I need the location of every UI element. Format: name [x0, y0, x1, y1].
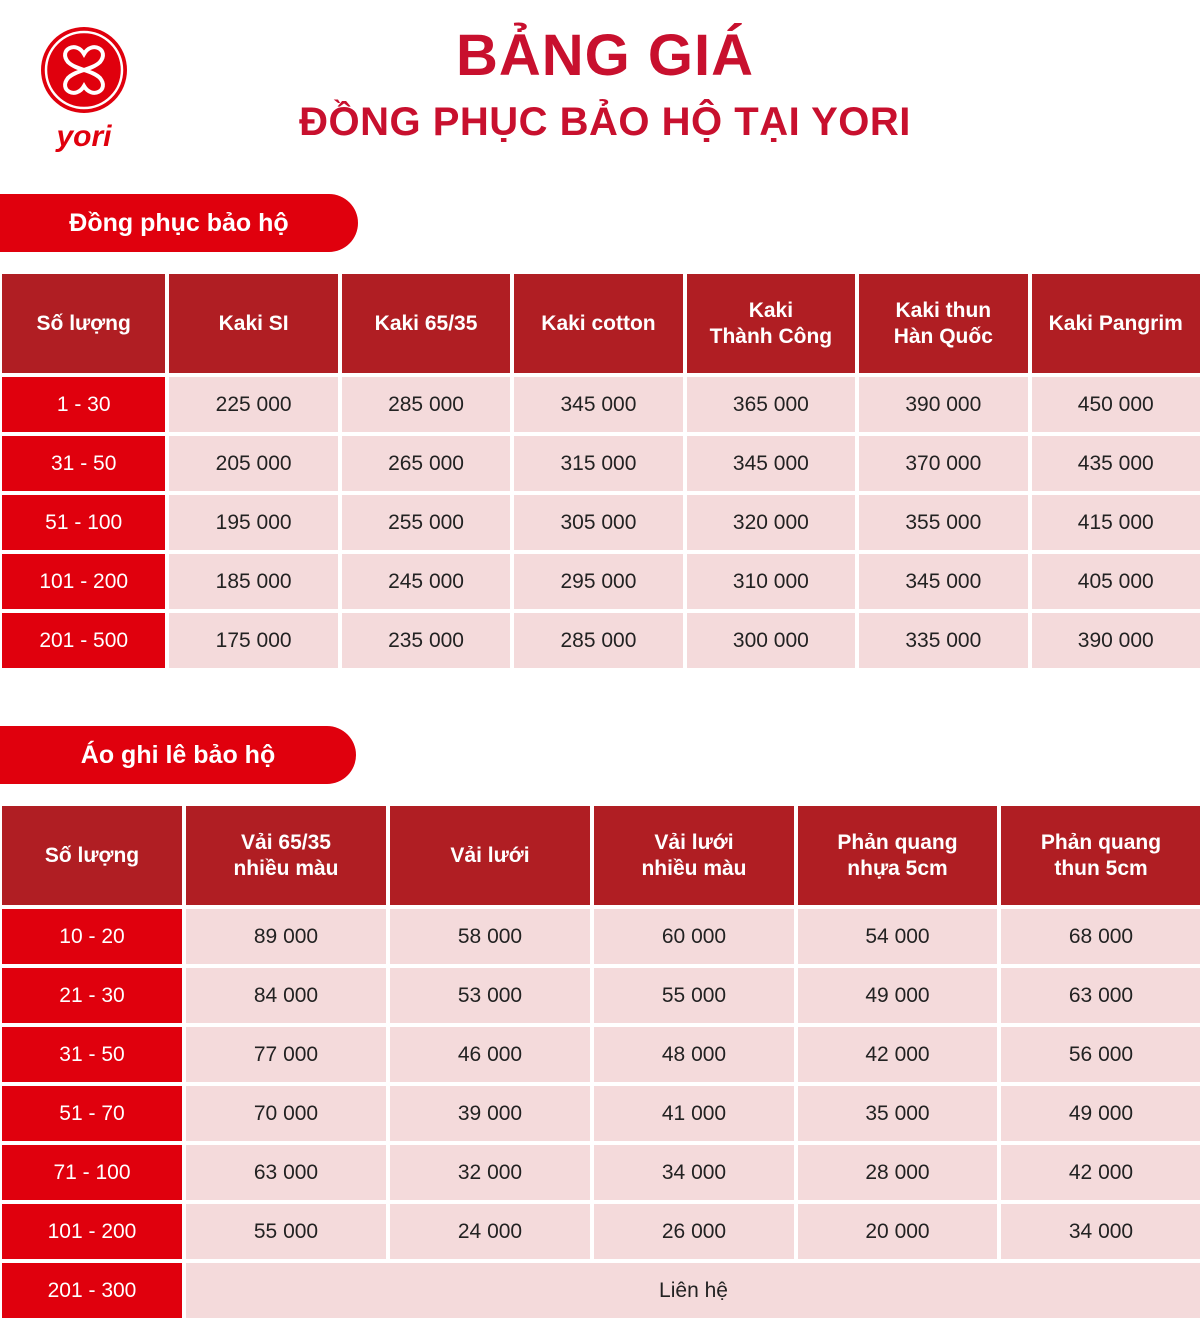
qty-cell: 71 - 100: [2, 1145, 182, 1200]
price-cell: 300 000: [687, 613, 855, 668]
price-cell: 20 000: [798, 1204, 997, 1259]
price-cell: 310 000: [687, 554, 855, 609]
price-cell: 34 000: [594, 1145, 794, 1200]
price-cell: 245 000: [342, 554, 510, 609]
page-title: BẢNG GIÁ: [456, 23, 754, 88]
qty-cell: 21 - 30: [2, 968, 182, 1023]
page-subtitle: ĐỒNG PHỤC BẢO HỘ TẠI YORI: [299, 100, 911, 144]
price-cell: 32 000: [390, 1145, 590, 1200]
section-label-uniform: [0, 194, 358, 252]
price-cell: 35 000: [798, 1086, 997, 1141]
price-cell: 305 000: [514, 495, 682, 550]
col-header: Kaki cotton: [514, 274, 682, 373]
col-header: Kaki Pangrim: [1032, 274, 1200, 373]
price-cell: 345 000: [859, 554, 1027, 609]
col-header: Kaki thun Hàn Quốc: [859, 274, 1027, 373]
table-row: [2, 1204, 1200, 1259]
qty-cell: 201 - 500: [2, 613, 165, 668]
table-row: [2, 909, 1200, 964]
price-cell: 285 000: [514, 613, 682, 668]
price-cell: 58 000: [390, 909, 590, 964]
uniform-price-table: [0, 270, 1200, 672]
table-row: [2, 613, 1200, 668]
price-cell: 70 000: [186, 1086, 386, 1141]
price-cell: 60 000: [594, 909, 794, 964]
price-cell: 55 000: [186, 1204, 386, 1259]
col-header: Kaki Thành Công: [687, 274, 855, 373]
price-cell: 365 000: [687, 377, 855, 432]
table-row: [2, 495, 1200, 550]
price-cell: 26 000: [594, 1204, 794, 1259]
table-row: [2, 554, 1200, 609]
price-cell: 48 000: [594, 1027, 794, 1082]
price-cell: 63 000: [1001, 968, 1200, 1023]
price-cell: 39 000: [390, 1086, 590, 1141]
qty-cell: 101 - 200: [2, 554, 165, 609]
price-cell: 320 000: [687, 495, 855, 550]
price-cell: 205 000: [169, 436, 337, 491]
price-cell: 405 000: [1032, 554, 1200, 609]
price-cell: 345 000: [514, 377, 682, 432]
section-label-text: Áo ghi lê bảo hộ: [80, 740, 276, 769]
price-cell: 175 000: [169, 613, 337, 668]
price-cell: 24 000: [390, 1204, 590, 1259]
qty-cell: 31 - 50: [2, 436, 165, 491]
price-cell: 345 000: [687, 436, 855, 491]
price-cell: 285 000: [342, 377, 510, 432]
col-header: Phản quang nhựa 5cm: [798, 806, 997, 905]
price-cell: 195 000: [169, 495, 337, 550]
price-cell: 56 000: [1001, 1027, 1200, 1082]
table-row: [2, 1086, 1200, 1141]
table-row: [2, 1145, 1200, 1200]
price-cell: 370 000: [859, 436, 1027, 491]
price-cell: 84 000: [186, 968, 386, 1023]
price-cell: 46 000: [390, 1027, 590, 1082]
price-cell: 68 000: [1001, 909, 1200, 964]
price-cell: 265 000: [342, 436, 510, 491]
price-cell: 355 000: [859, 495, 1027, 550]
table-row: [2, 968, 1200, 1023]
qty-cell: 51 - 100: [2, 495, 165, 550]
price-cell: 390 000: [859, 377, 1027, 432]
price-cell: 295 000: [514, 554, 682, 609]
price-cell: 42 000: [798, 1027, 997, 1082]
price-cell: 34 000: [1001, 1204, 1200, 1259]
price-cell: 255 000: [342, 495, 510, 550]
qty-cell: 1 - 30: [2, 377, 165, 432]
price-cell: 335 000: [859, 613, 1027, 668]
col-header: Số lượng: [2, 806, 182, 905]
price-cell: 390 000: [1032, 613, 1200, 668]
price-cell: 41 000: [594, 1086, 794, 1141]
price-cell: 315 000: [514, 436, 682, 491]
price-cell: 42 000: [1001, 1145, 1200, 1200]
price-cell: 235 000: [342, 613, 510, 668]
qty-cell: 51 - 70: [2, 1086, 182, 1141]
price-cell: 89 000: [186, 909, 386, 964]
col-header: Vải lưới nhiều màu: [594, 806, 794, 905]
price-cell: 77 000: [186, 1027, 386, 1082]
logo-text: yori: [56, 120, 112, 153]
qty-cell: 101 - 200: [2, 1204, 182, 1259]
col-header: Số lượng: [2, 274, 165, 373]
col-header: Vải lưới: [390, 806, 590, 905]
table-row: [2, 1263, 1200, 1318]
price-cell: 435 000: [1032, 436, 1200, 491]
col-header: Vải 65/35 nhiều màu: [186, 806, 386, 905]
price-cell: 53 000: [390, 968, 590, 1023]
price-cell: 49 000: [1001, 1086, 1200, 1141]
col-header: Phản quang thun 5cm: [1001, 806, 1200, 905]
col-header: Kaki SI: [169, 274, 337, 373]
price-cell: 28 000: [798, 1145, 997, 1200]
price-cell: 450 000: [1032, 377, 1200, 432]
qty-cell: 201 - 300: [2, 1263, 182, 1318]
table-row: [2, 436, 1200, 491]
contact-cell: Liên hệ: [186, 1263, 1200, 1318]
qty-cell: 10 - 20: [2, 909, 182, 964]
price-cell: 49 000: [798, 968, 997, 1023]
price-cell: 63 000: [186, 1145, 386, 1200]
section-label-vest: [0, 726, 356, 784]
price-cell: 415 000: [1032, 495, 1200, 550]
vest-price-table: [0, 802, 1200, 1322]
price-cell: 55 000: [594, 968, 794, 1023]
price-cell: 54 000: [798, 909, 997, 964]
price-cell: 225 000: [169, 377, 337, 432]
section-label-text: Đồng phục bảo hộ: [69, 208, 289, 237]
col-header: Kaki 65/35: [342, 274, 510, 373]
price-cell: 185 000: [169, 554, 337, 609]
table-row: [2, 1027, 1200, 1082]
qty-cell: 31 - 50: [2, 1027, 182, 1082]
table-row: [2, 377, 1200, 432]
